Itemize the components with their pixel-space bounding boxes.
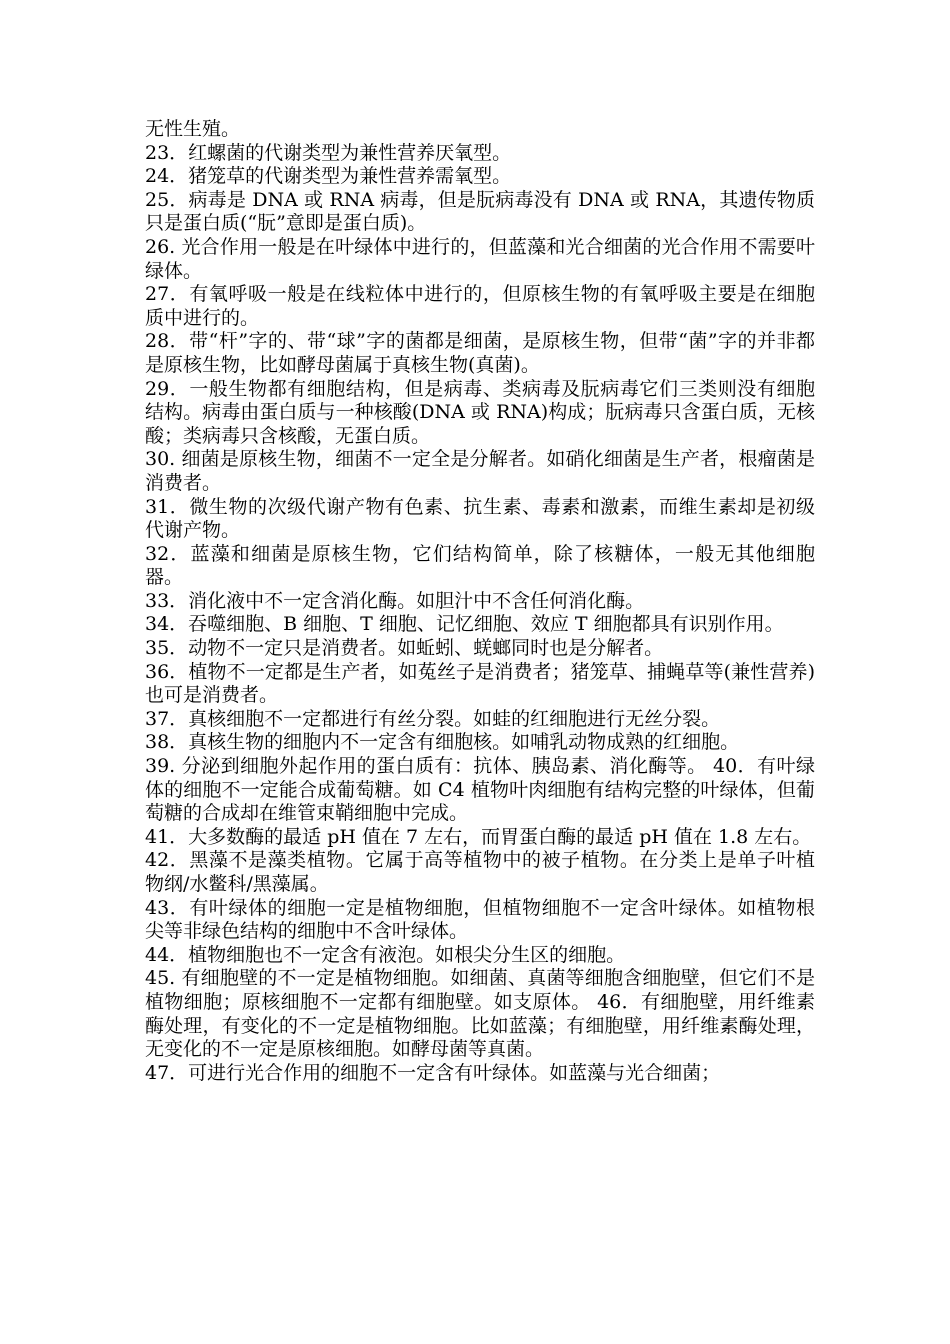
document-body xyxy=(145,118,815,1085)
paragraph: 41．大多数酶的最适 pH 值在 7 左右，而胃蛋白酶的最适 pH 值在 1.8 左右。 xyxy=(145,825,812,848)
paragraph: 45. 有细胞壁的不一定是植物细胞。如细菌、真菌等细胞含细胞壁，但它们不是植物细胞；原核细胞不一定都有细胞壁。如支原体。 46．有细胞壁，用纤维素酶处理，有变化的不一定是植物细胞。比如蓝藻；有细胞壁，用纤维素酶处理，无变化的不一定是原核细胞。如酵母菌等真菌。 xyxy=(145,967,815,1061)
paragraph: 37．真核细胞不一定都进行有丝分裂。如蛙的红细胞进行无丝分裂。 xyxy=(145,707,721,730)
paragraph: 38．真核生物的细胞内不一定含有细胞核。如哺乳动物成熟的红细胞。 xyxy=(145,731,740,754)
paragraph: 30. 细菌是原核生物，细菌不一定全是分解者。如硝化细菌是生产者，根瘤菌是消费者。 xyxy=(145,448,815,494)
paragraph: 25．病毒是 DNA 或 RNA 病毒，但是朊病毒没有 DNA 或 RNA，其遗传物质只是蛋白质(“朊”意即是蛋白质)。 xyxy=(145,188,815,235)
paragraph: 28．带“杆”字的、带“球”字的菌都是细菌，是原核生物，但带“菌”字的并非都是原核生物，比如酵母菌属于真核生物(真菌)。 xyxy=(145,330,815,376)
paragraph: 44．植物细胞也不一定含有液泡。如根尖分生区的细胞。 xyxy=(145,943,626,966)
paragraph: 26. 光合作用一般是在叶绿体中进行的，但蓝藻和光合细菌的光合作用不需要叶绿体。 xyxy=(145,235,815,282)
paragraph: 42．黑藻不是藻类植物。它属于高等植物中的被子植物。在分类上是单子叶植物纲/水鳖科/黑藻属。 xyxy=(145,849,815,895)
paragraph: 35．动物不一定只是消费者。如蚯蚓、蜣螂同时也是分解者。 xyxy=(145,637,664,660)
paragraph: 24．猪笼草的代谢类型为兼性营养需氧型。 xyxy=(145,165,512,188)
paragraph: 34．吞噬细胞、B 细胞、T 细胞、记忆细胞、效应 T 细胞都具有识别作用。 xyxy=(145,613,784,636)
paragraph: 32．蓝藻和细菌是原核生物，它们结构简单，除了核糖体，一般无其他细胞器。 xyxy=(145,542,815,589)
paragraph: 无性生殖。 xyxy=(145,118,241,140)
paragraph: 27．有氧呼吸一般是在线粒体中进行的，但原核生物的有氧呼吸主要是在细胞质中进行的。 xyxy=(145,283,815,329)
paragraph: 31．微生物的次级代谢产物有色素、抗生素、毒素和激素，而维生素却是初级代谢产物。 xyxy=(145,495,815,542)
paragraph: 43．有叶绿体的细胞一定是植物细胞，但植物细胞不一定含叶绿体。如植物根尖等非绿色结构的细胞中不含叶绿体。 xyxy=(145,896,815,943)
paragraph: 33．消化液中不一定含消化酶。如胆汁中不含任何消化酶。 xyxy=(145,589,645,612)
paragraph: 47．可进行光合作用的细胞不一定含有叶绿体。如蓝藻与光合细菌； xyxy=(145,1061,721,1084)
paragraph: 39. 分泌到细胞外起作用的蛋白质有：抗体、胰岛素、消化酶等。 40．有叶绿体的细胞不一定能合成葡萄糖。如 C4 植物叶肉细胞有结构完整的叶绿体，但葡萄糖的合成却在维管束鞘细胞中完成。 xyxy=(145,755,815,825)
paragraph: 36．植物不一定都是生产者，如菟丝子是消费者；猪笼草、捕蝇草等(兼性营养)也可是消费者。 xyxy=(145,660,815,707)
paragraph: 23．红螺菌的代谢类型为兼性营养厌氧型。 xyxy=(145,141,512,164)
paragraph: 29．一般生物都有细胞结构，但是病毒、类病毒及朊病毒它们三类则没有细胞结构。病毒由蛋白质与一种核酸(DNA 或 RNA)构成；朊病毒只含蛋白质，无核酸；类病毒只含核酸，无蛋白质。 xyxy=(145,377,815,447)
